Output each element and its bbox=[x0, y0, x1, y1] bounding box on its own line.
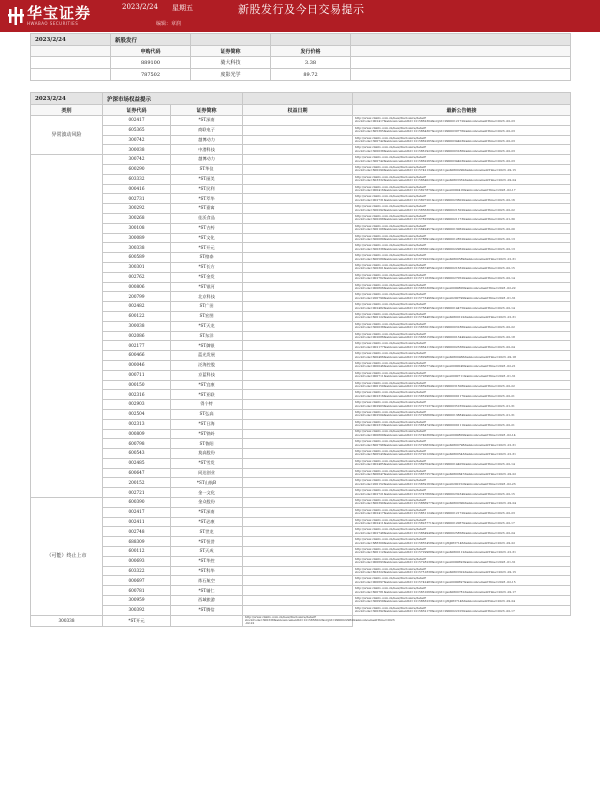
stock-code: 002417 bbox=[103, 507, 171, 517]
announcement-link[interactable]: http://www.cninfo.com.cn/new/disclosure/detail?stockCode=600647&announcementId=1215857257&orgId=gssh0600647&announcementTime=2023 -02-22 bbox=[353, 468, 571, 478]
rights-date bbox=[243, 302, 353, 312]
rights-col-date: 权益日期 bbox=[243, 105, 353, 116]
rights-date bbox=[243, 468, 353, 478]
stock-code: 600390 bbox=[103, 498, 171, 508]
table-row bbox=[31, 419, 571, 429]
stock-code: 200152 bbox=[103, 478, 171, 488]
stock-code: 300742 bbox=[103, 155, 171, 165]
stock-name: *ST嘉寓 bbox=[171, 204, 243, 214]
category-cell: 异常波动风险 bbox=[31, 116, 103, 155]
ipo-section-date: 2023/2/24 bbox=[31, 34, 111, 46]
stock-name: *ST金发 bbox=[171, 272, 243, 282]
stock-code: 600589 bbox=[103, 253, 171, 263]
stock-code: 002762 bbox=[103, 272, 171, 282]
stock-code: 600290 bbox=[103, 164, 171, 174]
stock-code: 000150 bbox=[103, 380, 171, 390]
ipo-section-header bbox=[31, 34, 571, 46]
table-row bbox=[31, 282, 571, 292]
rights-date bbox=[243, 458, 353, 468]
rights-date bbox=[243, 351, 353, 361]
announcement-link[interactable]: http://www.cninfo.com.cn/new/disclosure/detail?stockCode=002903&announcementId=1215727237&orgId=9900035165&announcementTime=2023 -01-31 bbox=[353, 400, 571, 410]
rights-date bbox=[243, 409, 353, 419]
rights-date bbox=[243, 145, 353, 155]
stock-code: 002411 bbox=[103, 517, 171, 527]
table-row bbox=[31, 439, 571, 449]
announcement-link[interactable]: http://www.cninfo.com.cn/new/disclosure/detail?stockCode=002731&announcementId=1215807201&orgId=9900023602&announcementTime=2023 -02-16 bbox=[353, 194, 571, 204]
announcement-link[interactable]: http://www.cninfo.com.cn/new/disclosure/detail?stockCode=600290&announcementId=1215742134&orgId=gssh0600290&announcementTime=2023 -02-15 bbox=[353, 164, 571, 174]
stock-name: *ST萃华 bbox=[171, 194, 243, 204]
stock-code: 603332 bbox=[103, 174, 171, 184]
rights-date bbox=[243, 282, 353, 292]
stock-name: *ST腾信 bbox=[171, 605, 243, 615]
stock-name: *ST开元 bbox=[103, 615, 171, 626]
stock-code: 605365 bbox=[103, 125, 171, 135]
table-row bbox=[31, 429, 571, 439]
table-row bbox=[31, 233, 571, 243]
announcement-link[interactable]: http://www.cninfo.com.cn/new/disclosure/detail?stockCode=300038&announcementId=1215855016&orgId=9900003186&announcementTime=2023 -02-22 bbox=[353, 321, 571, 331]
stock-name: 炼石航空 bbox=[171, 576, 243, 586]
stock-code: 000046 bbox=[103, 360, 171, 370]
rights-table bbox=[30, 92, 571, 627]
announcement-link[interactable]: http://www.cninfo.com.cn/new/disclosure/detail?stockCode=002504&announcementId=1215726668&orgId=9900013884&announcementTime=2023 -01-31 bbox=[353, 409, 571, 419]
brand-logo bbox=[8, 2, 91, 30]
stock-code: 300301 bbox=[103, 262, 171, 272]
table-row bbox=[31, 537, 571, 547]
rights-table-body bbox=[31, 116, 571, 627]
table-row bbox=[31, 596, 571, 606]
stock-name: *ST亚联 bbox=[171, 390, 243, 400]
announcement-link[interactable]: http://www.cninfo.com.cn/new/disclosure/detail?stockCode=300959&announcementId=1215863233&orgId=gfbj0837146&announcementTime=2023 -02-24 bbox=[353, 596, 571, 606]
rights-date bbox=[243, 194, 353, 204]
announcement-link[interactable]: http://www.cninfo.com.cn/new/disclosure/detail?stockCode=002417&announcementId=1215861124&orgId=9900012172&announcementTime=2023 -02-23 bbox=[353, 507, 571, 517]
announcement-link[interactable]: http://www.cninfo.com.cn/new/disclosure/detail?stockCode=002762&announcementId=1215711636&orgId=9900027052&announcementTime=2023 -02-14 bbox=[353, 272, 571, 282]
announcement-link[interactable]: http://www.cninfo.com.cn/new/disclosure/detail?stockCode=002417&announcementId=1215862304&orgId=9900012172&announcementTime=2023 -02-23 bbox=[353, 116, 571, 126]
rights-date bbox=[243, 547, 353, 557]
stock-name: *ST雪发 bbox=[171, 458, 243, 468]
rights-date bbox=[243, 272, 353, 282]
table-row bbox=[31, 302, 571, 312]
stock-code: 000806 bbox=[103, 282, 171, 292]
rights-date bbox=[243, 292, 353, 302]
announcement-link[interactable]: http://www.cninfo.com.cn/new/disclosure/detail?stockCode=600781&announcementId=1215831066&orgId=gssh0600781&announcementTime=2023 -02-17 bbox=[353, 586, 571, 596]
rights-col-name: 证券简称 bbox=[171, 105, 243, 116]
table-row bbox=[31, 488, 571, 498]
stock-name: 佳沃食品 bbox=[171, 213, 243, 223]
announcement-link[interactable]: http://www.cninfo.com.cn/new/disclosure/detail?stockCode=000046&announcementId=1215850774&orgId=gssz0000046&announcementTime=2023 -02-21 bbox=[353, 360, 571, 370]
announcement-link[interactable]: http://www.cninfo.com.cn/new/disclosure/detail?stockCode=300038&announcementId=1215861923&orgId=9900003186&announcementTime=2023 -02-23 bbox=[353, 145, 571, 155]
table-row bbox=[31, 321, 571, 331]
ipo-table bbox=[30, 33, 571, 81]
table-row bbox=[31, 527, 571, 537]
stock-code: 300392 bbox=[103, 605, 171, 615]
rights-date bbox=[243, 556, 353, 566]
stock-name: ST弘高 bbox=[171, 409, 243, 419]
brand-name: 华宝证券 bbox=[27, 4, 92, 22]
rights-section-date: 2023/2/24 bbox=[31, 93, 103, 105]
stock-name: 北京科技 bbox=[171, 292, 243, 302]
stock-name: ST华仪 bbox=[171, 164, 243, 174]
stock-name: 越博动力 bbox=[171, 135, 243, 145]
announcement-link[interactable]: http://www.cninfo.com.cn/new/disclosure/detail?stockCode=600390&announcementId=1215866977&orgId=gssh0600390&announcementTime=2023 -02-24 bbox=[353, 498, 571, 508]
announcement-link[interactable]: http://www.cninfo.com.cn/new/disclosure/detail?stockCode=300301&announcementId=1215667485&orgId=9900021632&announcementTime=2023 -02-15 bbox=[353, 262, 571, 272]
table-row bbox=[31, 164, 571, 174]
ipo-name: 骑大科技 bbox=[191, 57, 271, 69]
table-row bbox=[31, 605, 571, 615]
rights-col-link: 最新公告链接 bbox=[353, 105, 571, 116]
rights-date bbox=[243, 370, 353, 380]
stock-code: 200799 bbox=[103, 292, 171, 302]
table-row bbox=[31, 576, 571, 586]
table-row bbox=[31, 370, 571, 380]
rights-section-title: 沪深市场权益提示 bbox=[103, 93, 243, 105]
table-row bbox=[31, 292, 571, 302]
rights-col-category: 类别 bbox=[31, 105, 103, 116]
stock-code: 300338 bbox=[31, 615, 103, 626]
rights-date bbox=[243, 135, 353, 145]
announcement-link[interactable]: http://www.cninfo.com.cn/new/disclosure/detail?stockCode=000697&announcementId=1215742483&orgId=gssz0000697&announcementTime=2023 -02-15 bbox=[353, 576, 571, 586]
brand-subtitle: HWABAO SECURITIES bbox=[27, 21, 79, 26]
rights-date bbox=[243, 478, 353, 488]
rights-date bbox=[243, 429, 353, 439]
category-cell bbox=[31, 155, 103, 498]
table-row bbox=[31, 213, 571, 223]
announcement-link[interactable]: http://www.cninfo.com.cn/new/disclosure/detail?stockCode=300392&announcementId=1215832178&orgId=9900022105&announcementTime=2023 -02-17 bbox=[353, 605, 571, 615]
rights-date bbox=[243, 507, 353, 517]
rights-date bbox=[243, 321, 353, 331]
stock-code: 600543 bbox=[103, 449, 171, 459]
stock-code: 688309 bbox=[103, 537, 171, 547]
table-row bbox=[31, 478, 571, 488]
table-row bbox=[31, 449, 571, 459]
rights-date bbox=[243, 262, 353, 272]
rights-date bbox=[243, 439, 353, 449]
table-row bbox=[31, 507, 571, 517]
report-editor: 编辑：章润 bbox=[156, 21, 182, 27]
announcement-link[interactable]: http://www.cninfo.com.cn/new/disclosure/detail?stockCode=600466&announcementId=1215829869&orgId=gssh0600466&announcementTime=2023 -02-18 bbox=[353, 351, 571, 361]
stock-name: *ST科华 bbox=[171, 566, 243, 576]
table-row bbox=[31, 360, 571, 370]
stock-name: *ST深南 bbox=[171, 116, 243, 126]
rights-date bbox=[243, 204, 353, 214]
stock-code: 002313 bbox=[103, 419, 171, 429]
stock-name: *ST深南 bbox=[171, 507, 243, 517]
table-row bbox=[31, 311, 571, 321]
announcement-link[interactable]: http://www.cninfo.com.cn/new/disclosure/detail?stockCode=000809&announcementId=1215740368&orgId=gssz0000809&announcementTime=2023 -02-14 bbox=[353, 429, 571, 439]
announcement-link[interactable]: http://www.cninfo.com.cn/new/disclosure/detail?stockCode=300338&announcementId=1215856022&orgId=9900022962&announcementTime=2023 -02-22 bbox=[243, 615, 353, 626]
stock-name: 金一文化 bbox=[171, 488, 243, 498]
announcement-link[interactable]: http://www.cninfo.com.cn/new/disclosure/detail?stockCode=600543&announcementId=1215720129&orgId=gssh0600543&announcementTime=2023 -01-31 bbox=[353, 449, 571, 459]
table-row bbox=[31, 331, 571, 341]
announcement-link[interactable]: http://www.cninfo.com.cn/new/disclosure/detail?stockCode=605365&announcementId=1215864307&orgId=9900030776&announcementTime=2023 -02-23 bbox=[353, 125, 571, 135]
brand-logo-icon bbox=[8, 6, 24, 26]
stock-name: *ST辅仁 bbox=[171, 586, 243, 596]
table-row bbox=[31, 351, 571, 361]
stock-name: ST广田 bbox=[171, 302, 243, 312]
table-row bbox=[31, 615, 571, 626]
rights-date bbox=[243, 331, 353, 341]
stock-name: *ST丽美 bbox=[171, 174, 243, 184]
stock-code: 300089 bbox=[103, 233, 171, 243]
rights-date bbox=[243, 517, 353, 527]
rights-date bbox=[243, 586, 353, 596]
stock-code: 300338 bbox=[103, 243, 171, 253]
stock-code: 600112 bbox=[103, 547, 171, 557]
table-row bbox=[31, 145, 571, 155]
announcement-link[interactable]: http://www.cninfo.com.cn/new/disclosure/detail?stockCode=000150&announcementId=1215859394&orgId=9900031508&announcementTime=2023 -02-22 bbox=[353, 380, 571, 390]
table-row bbox=[31, 341, 571, 351]
table-row bbox=[31, 547, 571, 557]
table-row bbox=[31, 409, 571, 419]
stock-name: *ST吉药 bbox=[171, 223, 243, 233]
rights-date bbox=[243, 213, 353, 223]
rights-col-code: 证券代码 bbox=[103, 105, 171, 116]
rights-date bbox=[243, 243, 353, 253]
announcement-link[interactable]: http://www.cninfo.com.cn/new/disclosure/detail?stockCode=603332&announcementId=1215864023&orgId=gssh0603332&announcementTime=2023 -02-24 bbox=[353, 174, 571, 184]
table-row bbox=[31, 194, 571, 204]
rights-date bbox=[243, 341, 353, 351]
stock-name: 商联电子 bbox=[171, 125, 243, 135]
table-row bbox=[31, 468, 571, 478]
rights-date bbox=[243, 498, 353, 508]
stock-code: 600781 bbox=[103, 586, 171, 596]
announcement-link[interactable]: http://www.cninfo.com.cn/new/disclosure/detail?stockCode=002411&announcementId=1215823771&orgId=9900012067&announcementTime=2023 -02-17 bbox=[353, 517, 571, 527]
stock-code: 002177 bbox=[103, 341, 171, 351]
table-row bbox=[31, 57, 571, 69]
report-header bbox=[0, 0, 600, 32]
table-row bbox=[31, 458, 571, 468]
table-row bbox=[31, 556, 571, 566]
announcement-link[interactable]: http://www.cninfo.com.cn/new/disclosure/detail?stockCode=300268&announcementId=1215782596&orgId=9900021173&announcementTime=2023 -01-30 bbox=[353, 213, 571, 223]
stock-name: *ST开元 bbox=[171, 243, 243, 253]
announcement-link[interactable]: http://www.cninfo.com.cn/new/disclosure/detail?stockCode=300108&announcementId=1215849457&orgId=9900013062&announcementTime=2023 -02-20 bbox=[353, 223, 571, 233]
stock-code: 002482 bbox=[103, 302, 171, 312]
stock-code: 300268 bbox=[103, 213, 171, 223]
stock-code: 002417 bbox=[103, 116, 171, 126]
table-row bbox=[31, 125, 571, 135]
stock-code: 300959 bbox=[103, 596, 171, 606]
ipo-price: 3.38 bbox=[271, 57, 351, 69]
table-row bbox=[31, 253, 571, 263]
stock-name: ST东洋 bbox=[171, 331, 243, 341]
rights-date bbox=[243, 419, 353, 429]
stock-name: *ST铁岭 bbox=[171, 429, 243, 439]
announcement-link[interactable]: http://www.cninfo.com.cn/new/disclosure/detail?stockCode=600798&announcementId=1215726830&orgId=gssh0600798&announcementTime=2023 -01-31 bbox=[353, 439, 571, 449]
stock-name: *ST山航B bbox=[171, 478, 243, 488]
announcement-link[interactable]: http://www.cninfo.com.cn/new/disclosure/detail?stockCode=200799&announcementId=1215773496&orgId=gssz0200799&announcementTime=2023 -01-31 bbox=[353, 292, 571, 302]
stock-name: ST宏图 bbox=[171, 311, 243, 321]
rights-date bbox=[243, 174, 353, 184]
announcement-link[interactable]: http://www.cninfo.com.cn/new/disclosure/detail?stockCode=200152&announcementId=1215859163&orgId=gssz0200152&announcementTime=2023 -02-23 bbox=[353, 478, 571, 488]
ipo-col-price: 发行价格 bbox=[271, 46, 351, 57]
table-row bbox=[31, 155, 571, 165]
rights-date bbox=[243, 488, 353, 498]
stock-code: 300292 bbox=[103, 204, 171, 214]
stock-name: 西域旅游 bbox=[171, 596, 243, 606]
ipo-column-headers bbox=[31, 46, 571, 57]
rights-date bbox=[243, 605, 353, 615]
stock-code: 300108 bbox=[103, 223, 171, 233]
announcement-link[interactable]: http://www.cninfo.com.cn/new/disclosure/detail?stockCode=300089&announcementId=1215786914&orgId=9900012852&announcementTime=2023 -02-13 bbox=[353, 233, 571, 243]
announcement-link[interactable]: http://www.cninfo.com.cn/new/disclosure/detail?stockCode=300742&announcementId=1215862265&orgId=9900034403&announcementTime=2023 -02-23 bbox=[353, 135, 571, 145]
stock-code: 000697 bbox=[103, 576, 171, 586]
announcement-link[interactable]: http://www.cninfo.com.cn/new/disclosure/detail?stockCode=002482&announcementId=1215768405&orgId=9900014475&announcementTime=2023 -02-14 bbox=[353, 302, 571, 312]
ipo-col-code: 申购代码 bbox=[111, 46, 191, 57]
category-cell: （可能）终止上市 bbox=[31, 498, 103, 616]
stock-name: *ST民利 bbox=[171, 184, 243, 194]
stock-code: 600466 bbox=[103, 351, 171, 361]
table-row bbox=[31, 586, 571, 596]
ipo-col-name: 证券简称 bbox=[191, 46, 271, 57]
table-row bbox=[31, 174, 571, 184]
rights-date bbox=[243, 184, 353, 194]
report-weekday: 星期五 bbox=[172, 4, 193, 12]
rights-column-headers bbox=[31, 105, 571, 116]
stock-name: *ST宜康 bbox=[171, 380, 243, 390]
announcement-link[interactable]: http://www.cninfo.com.cn/new/disclosure/detail?stockCode=002316&announcementId=1215852906&orgId=9900009117&announcementTime=2023 -02-21 bbox=[353, 390, 571, 400]
ipo-code: 787502 bbox=[111, 69, 191, 81]
rights-date bbox=[243, 233, 353, 243]
table-row bbox=[31, 243, 571, 253]
rights-date bbox=[243, 449, 353, 459]
rights-date bbox=[243, 360, 353, 370]
stock-code: 000693 bbox=[103, 556, 171, 566]
announcement-link[interactable]: http://www.cninfo.com.cn/new/disclosure/detail?stockCode=002748&announcementId=1215864948&orgId=9900025858&announcementTime=2023 -02-24 bbox=[353, 527, 571, 537]
rights-date bbox=[243, 155, 353, 165]
stock-code: 002903 bbox=[103, 400, 171, 410]
table-row bbox=[31, 116, 571, 126]
announcement-link[interactable]: http://www.cninfo.com.cn/new/disclosure/detail?stockCode=300292&announcementId=1215856303&orgId=9900021502&announcementTime=2023 -02-22 bbox=[353, 204, 571, 214]
rights-date bbox=[243, 527, 353, 537]
stock-name: 蓝光发展 bbox=[171, 351, 243, 361]
stock-code: 002721 bbox=[103, 488, 171, 498]
stock-name: *ST日海 bbox=[171, 419, 243, 429]
ipo-section-title: 新股发行 bbox=[111, 34, 191, 46]
stock-name: ST鲁阳 bbox=[171, 439, 243, 449]
stock-code: 002748 bbox=[103, 527, 171, 537]
stock-name: 同达创业 bbox=[171, 468, 243, 478]
stock-code: 002086 bbox=[103, 331, 171, 341]
stock-name: 中潜科技 bbox=[171, 145, 243, 155]
announcement-link[interactable]: http://www.cninfo.com.cn/new/disclosure/detail?stockCode=600589&announcementId=1215729223&orgId=gssh0600589&announcementTime=2023 -01-31 bbox=[353, 253, 571, 263]
table-row bbox=[31, 390, 571, 400]
stock-name: *ST华控 bbox=[171, 556, 243, 566]
announcement-link[interactable]: http://www.cninfo.com.cn/new/disclosure/detail?stockCode=603322&announcementId=1215751838&orgId=gssh0603322&announcementTime=2023 -02-15 bbox=[353, 566, 571, 576]
stock-code: 603322 bbox=[103, 566, 171, 576]
table-row bbox=[31, 380, 571, 390]
ipo-name: 度影光学 bbox=[191, 69, 271, 81]
announcement-link[interactable]: http://www.cninfo.com.cn/new/disclosure/detail?stockCode=300338&announcementId=1215856014&orgId=9900022962&announcementTime=2023 -02-13 bbox=[353, 243, 571, 253]
stock-code: 000416 bbox=[103, 184, 171, 194]
stock-code: 002485 bbox=[103, 458, 171, 468]
stock-name: *ST长方 bbox=[171, 262, 243, 272]
announcement-link[interactable]: http://www.cninfo.com.cn/new/disclosure/detail?stockCode=688309&announcementId=1215855458&orgId=gfbj0837146&announcementTime=2023 -02-22 bbox=[353, 537, 571, 547]
rights-date bbox=[243, 380, 353, 390]
rights-date bbox=[243, 116, 353, 126]
rights-date bbox=[171, 615, 243, 626]
table-row bbox=[31, 204, 571, 214]
report-date: 2023/2/24 bbox=[122, 3, 158, 11]
announcement-link[interactable]: http://www.cninfo.com.cn/new/disclosure/detail?stockCode=002485&announcementId=1215697042&orgId=9900014405&announcementTime=2023 -02-14 bbox=[353, 458, 571, 468]
table-row bbox=[31, 135, 571, 145]
rights-date bbox=[243, 566, 353, 576]
announcement-link[interactable]: http://www.cninfo.com.cn/new/disclosure/detail?stockCode=000693&announcementId=1215728238&orgId=gssz0000693&announcementTime=2023 -01-31 bbox=[353, 556, 571, 566]
stock-name: ST世龙 bbox=[171, 527, 243, 537]
stock-code: 600647 bbox=[103, 468, 171, 478]
announcement-link[interactable]: http://www.cninfo.com.cn/new/disclosure/detail?stockCode=000416&announcementId=1215827879&orgId=gssz0000416&announcementTime=2023 -02-17 bbox=[353, 184, 571, 194]
stock-code: 002316 bbox=[103, 390, 171, 400]
stock-name: *ST文化 bbox=[171, 233, 243, 243]
stock-name: *ST必康 bbox=[171, 517, 243, 527]
announcement-link[interactable]: http://www.cninfo.com.cn/new/disclosure/detail?stockCode=000806&announcementId=1215855308&orgId=gssz0000806&announcementTime=2023 -02-22 bbox=[353, 282, 571, 292]
rights-date bbox=[243, 223, 353, 233]
rights-date bbox=[243, 311, 353, 321]
table-row bbox=[31, 223, 571, 233]
rights-date bbox=[243, 125, 353, 135]
stock-code: 002504 bbox=[103, 409, 171, 419]
rights-section-header bbox=[31, 93, 571, 105]
stock-name: 京蓝科技 bbox=[171, 370, 243, 380]
table-row bbox=[31, 400, 571, 410]
stock-name: *ST天龙 bbox=[171, 321, 243, 331]
table-row bbox=[31, 272, 571, 282]
stock-code: 002731 bbox=[103, 194, 171, 204]
stock-name: *ST御银 bbox=[171, 341, 243, 351]
stock-name: ST天成 bbox=[171, 547, 243, 557]
report-title: 新股发行及今日交易提示 bbox=[238, 3, 365, 16]
announcement-link[interactable]: http://www.cninfo.com.cn/new/disclosure/detail?stockCode=002721&announcementId=1215747666&orgId=9900023234&announcementTime=2023 -02-15 bbox=[353, 488, 571, 498]
rights-date bbox=[243, 537, 353, 547]
stock-code: 300038 bbox=[103, 321, 171, 331]
stock-code: 600798 bbox=[103, 439, 171, 449]
stock-name: 越博动力 bbox=[171, 155, 243, 165]
table-row bbox=[31, 566, 571, 576]
table-row bbox=[31, 69, 571, 81]
table-row bbox=[31, 184, 571, 194]
table-row bbox=[31, 517, 571, 527]
rights-date bbox=[243, 596, 353, 606]
stock-name: ST榕泰 bbox=[171, 253, 243, 263]
announcement-link[interactable]: http://www.cninfo.com.cn/new/disclosure/detail?stockCode=000711&announcementId=1215726965&orgId=gssz0000711&announcementTime=2023 -01-31 bbox=[353, 370, 571, 380]
announcement-link[interactable]: http://www.cninfo.com.cn/new/disclosure/detail?stockCode=002313&announcementId=1215854743&orgId=9900009111&announcementTime=2023 -02-21 bbox=[353, 419, 571, 429]
announcement-link[interactable]: http://www.cninfo.com.cn/new/disclosure/detail?stockCode=002177&announcementId=1215864116&orgId=9900002336&announcementTime=2023 -02-24 bbox=[353, 341, 571, 351]
ipo-code: 889100 bbox=[111, 57, 191, 69]
stock-name: 莫高股份 bbox=[171, 449, 243, 459]
stock-name: *ST银河 bbox=[171, 282, 243, 292]
rights-date bbox=[243, 253, 353, 263]
stock-code: 000711 bbox=[103, 370, 171, 380]
announcement-link[interactable]: http://www.cninfo.com.cn/new/disclosure/detail?stockCode=600112&announcementId=1215729988&orgId=gssh0600112&announcementTime=2023 -01-31 bbox=[353, 547, 571, 557]
stock-code: 600122 bbox=[103, 311, 171, 321]
stock-code: 300038 bbox=[103, 145, 171, 155]
announcement-link[interactable]: http://www.cninfo.com.cn/new/disclosure/detail?stockCode=300742&announcementId=1215862265&orgId=9900034403&announcementTime=2023 -02-23 bbox=[353, 155, 571, 165]
announcement-link[interactable]: http://www.cninfo.com.cn/new/disclosure/detail?stockCode=002086&announcementId=1215836158&orgId=9900001344&announcementTime=2023 -02-18 bbox=[353, 331, 571, 341]
stock-name: *ST恒誉 bbox=[171, 537, 243, 547]
stock-name: 金众股份 bbox=[171, 498, 243, 508]
table-row bbox=[31, 498, 571, 508]
stock-code: 000809 bbox=[103, 429, 171, 439]
ipo-price: 89.72 bbox=[271, 69, 351, 81]
rights-date bbox=[243, 576, 353, 586]
announcement-link[interactable]: http://www.cninfo.com.cn/new/disclosure/detail?stockCode=600122&announcementId=1215784483&orgId=gssh0600122&announcementTime=2023 -01-31 bbox=[353, 311, 571, 321]
stock-name: 泛海控股 bbox=[171, 360, 243, 370]
stock-code: 300742 bbox=[103, 135, 171, 145]
table-row bbox=[31, 262, 571, 272]
stock-name: 得个特 bbox=[171, 400, 243, 410]
rights-date bbox=[243, 390, 353, 400]
rights-date bbox=[243, 400, 353, 410]
rights-date bbox=[243, 164, 353, 174]
